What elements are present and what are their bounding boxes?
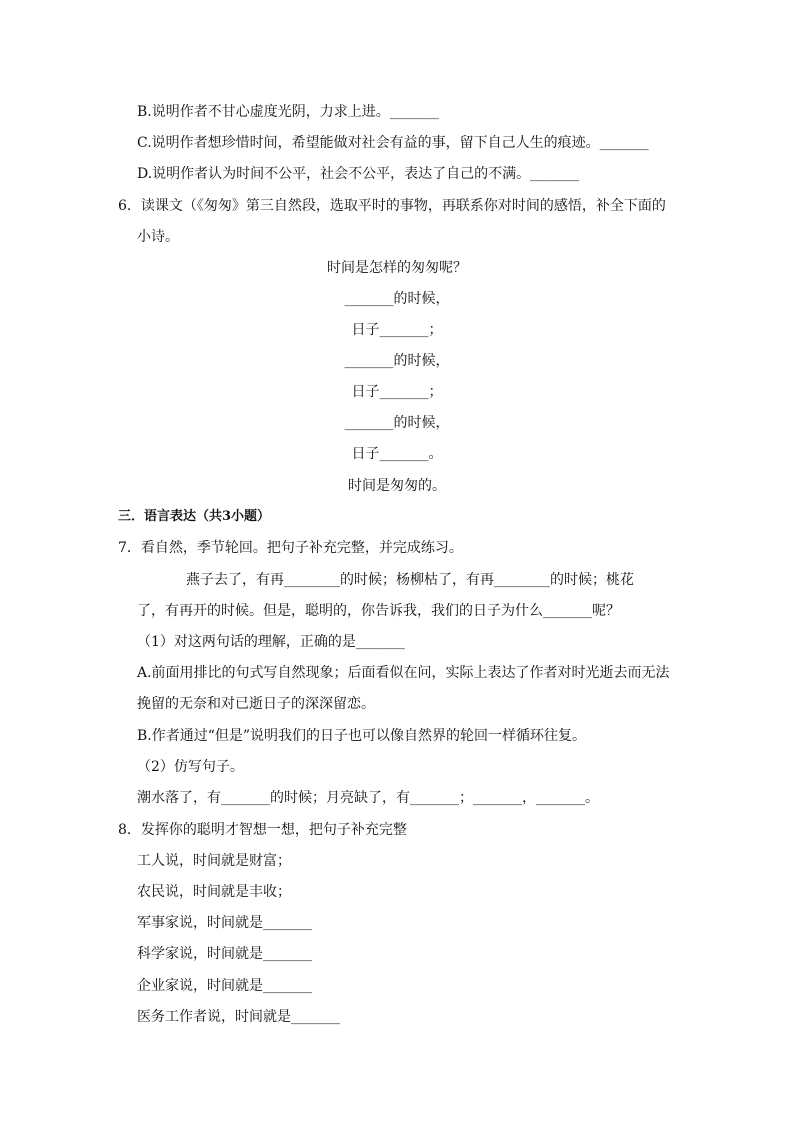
q7-option-a-line-2: 挽留的无奈和对已逝日子的深深留恋。 [137,696,375,712]
q8-line-farmer: 农民说，时间就是丰收； [137,884,291,900]
q8-line-medical: 医务工作者说，时间就是_______ [137,1009,340,1025]
q7-sub-question-2: （2）仿写句子。 [137,759,244,775]
poem-line-5: _______的时候， [344,415,450,431]
q5-option-b: B.说明作者不甘心虚度光阴，力求上进。_______ [137,104,439,120]
q7-sub-question-1: （1）对这两句话的理解，正确的是_______ [137,634,405,650]
poem-ending: 时间是匆匆的。 [348,478,446,494]
q7-passage-line-1: 燕子去了，有再________的时候；杨柳枯了，有再________的时候；桃花 [186,572,634,588]
q7-stem: 7．看自然，季节轮回。把句子补充完整，并完成练习。 [118,540,463,556]
q7-imitation-sentence: 潮水落了，有_______的时候；月亮缺了，有_______；_______，_______。 [137,790,599,806]
q8-line-entrepreneur: 企业家说，时间就是_______ [137,978,312,994]
poem-title: 时间是怎样的匆匆呢？ [327,260,467,276]
q7-option-b: B.作者通过“但是”说明我们的日子也可以像自然界的轮回一样循环往复。 [137,728,587,744]
q5-option-c: C.说明作者想珍惜时间，希望能做对社会有益的事，留下自己人生的痕迹。_______ [137,135,649,151]
q6-stem-line-1: 6．读课文（《匆匆》第三自然段，选取平时的事物，再联系你对时间的感悟，补全下面的 [118,198,666,214]
q8-line-worker: 工人说，时间就是财富； [137,853,291,869]
poem-line-3: _______的时候， [344,353,450,369]
q7-passage-line-2: 了，有再开的时候。但是，聪明的，你告诉我，我们的日子为什么_______呢？ [137,603,620,619]
q5-option-d: D.说明作者认为时间不公平，社会不公平，表达了自己的不满。_______ [137,166,580,182]
q8-line-military: 军事家说，时间就是_______ [137,915,312,931]
q8-stem: 8．发挥你的聪明才智想一想，把句子补充完整 [118,822,407,838]
q7-option-a-line-1: A.前面用排比的句式写自然现象；后面看似在问，实际上表达了作者对时光逝去而无法 [137,665,670,681]
poem-line-1: _______的时候， [344,291,450,307]
poem-line-6: 日子_______。 [351,446,443,462]
q6-stem-line-2: 小诗。 [137,229,179,245]
q8-line-scientist: 科学家说，时间就是_______ [137,946,312,962]
poem-line-2: 日子_______； [351,322,443,338]
poem-line-4: 日子_______； [351,384,443,400]
section-heading: 三．语言表达（共3小题） [118,509,271,524]
